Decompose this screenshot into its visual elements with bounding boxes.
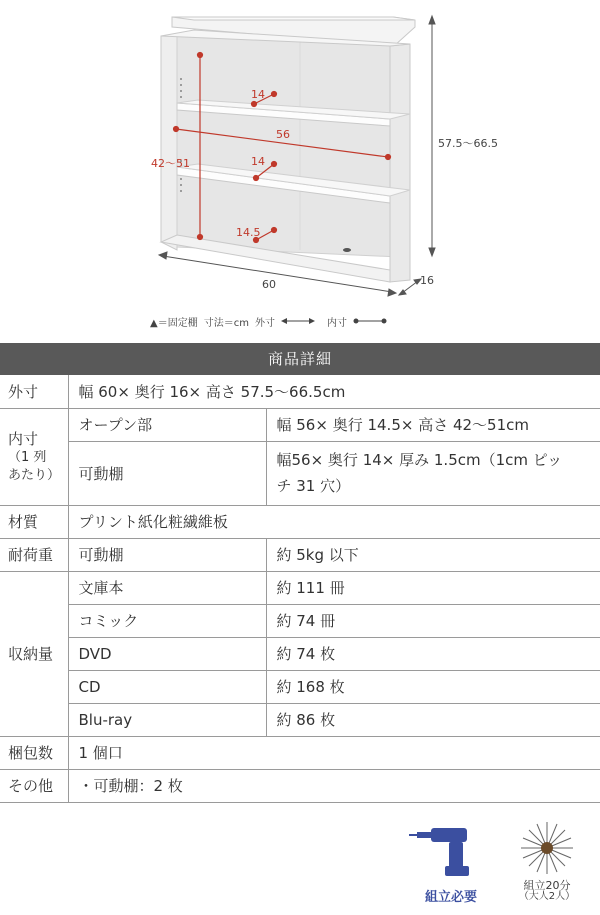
interior-dot-line-icon bbox=[353, 317, 387, 325]
storage-item-value: 約 74 冊 bbox=[266, 604, 600, 637]
shelf-depth-bottom-label: 14.5 bbox=[236, 226, 261, 239]
fixed-shelf-note: ▲＝固定棚 bbox=[150, 317, 198, 329]
spec-table bbox=[0, 375, 600, 803]
open-section-label: オープン部 bbox=[68, 408, 266, 441]
table-row bbox=[0, 441, 600, 505]
height-range-label: 57.5〜66.5 bbox=[438, 137, 498, 150]
table-row bbox=[0, 408, 600, 441]
interior-note-1: （1 列 bbox=[8, 450, 47, 465]
inner-width-label: 56 bbox=[276, 128, 290, 141]
movable-shelf-value-cell bbox=[266, 441, 600, 505]
assembly-required-text: 組立必要 bbox=[424, 890, 477, 905]
depth-label: 16 bbox=[420, 274, 434, 287]
exterior-arrow-icon bbox=[281, 317, 315, 325]
storage-item-name: DVD bbox=[68, 637, 266, 670]
material-label: 材質 bbox=[0, 505, 68, 538]
unit-note: 寸法＝cm bbox=[203, 317, 249, 329]
table-row bbox=[0, 637, 600, 670]
bookshelf-illustration bbox=[0, 0, 600, 300]
package-label: 梱包数 bbox=[0, 736, 68, 769]
shelf-depth-mid-label: 14 bbox=[251, 155, 265, 168]
bookshelf-dimension-diagram bbox=[0, 0, 600, 300]
storage-item-value: 約 111 冊 bbox=[266, 571, 600, 604]
other-label: その他 bbox=[0, 769, 68, 802]
spec-table-title: 商品詳細 bbox=[0, 343, 600, 375]
table-row bbox=[0, 703, 600, 736]
exterior-legend-label: 外寸 bbox=[254, 317, 275, 329]
movable-shelf-label: 可動棚 bbox=[68, 441, 266, 505]
table-row bbox=[0, 736, 600, 769]
assembly-time-burst-icon bbox=[512, 820, 582, 876]
movable-shelf-value-line1: 幅56× 奥行 14× 厚み 1.5cm（1cm ピッ bbox=[276, 451, 563, 469]
inner-height-label: 42〜51 bbox=[151, 157, 190, 170]
table-row bbox=[0, 571, 600, 604]
storage-item-value: 約 168 枚 bbox=[266, 670, 600, 703]
interior-label: 内寸 bbox=[8, 430, 39, 448]
interior-label-cell bbox=[0, 408, 68, 505]
table-row bbox=[0, 538, 600, 571]
table-row bbox=[0, 769, 600, 802]
width-label: 60 bbox=[262, 278, 276, 291]
spec-table-section bbox=[0, 343, 600, 803]
dimension-legend bbox=[150, 313, 450, 329]
material-value: プリント紙化粧繊維板 bbox=[68, 505, 600, 538]
storage-label: 収納量 bbox=[0, 571, 68, 736]
storage-item-name: Blu-ray bbox=[68, 703, 266, 736]
power-drill-icon bbox=[405, 820, 497, 882]
load-value: 約 5kg 以下 bbox=[266, 538, 600, 571]
storage-item-name: コミック bbox=[68, 604, 266, 637]
table-row bbox=[0, 604, 600, 637]
assembly-time-badge bbox=[512, 820, 582, 912]
table-row bbox=[0, 505, 600, 538]
assembly-people-text: （大人2人） bbox=[518, 891, 576, 902]
assembly-time-text: 組立20分 bbox=[523, 879, 571, 892]
table-row bbox=[0, 375, 600, 408]
table-row bbox=[0, 670, 600, 703]
storage-item-name: CD bbox=[68, 670, 266, 703]
load-label: 耐荷重 bbox=[0, 538, 68, 571]
storage-item-value: 約 86 枚 bbox=[266, 703, 600, 736]
movable-shelf-value-line2: チ 31 穴） bbox=[276, 477, 351, 495]
other-value: ・可動棚：2 枚 bbox=[68, 769, 600, 802]
shelf-depth-top-label: 14 bbox=[251, 88, 265, 101]
interior-note-2: あたり） bbox=[8, 468, 61, 483]
interior-legend-label: 内寸 bbox=[326, 317, 347, 329]
assembly-required-badge bbox=[405, 820, 497, 910]
storage-item-name: 文庫本 bbox=[68, 571, 266, 604]
storage-item-value: 約 74 枚 bbox=[266, 637, 600, 670]
open-section-value: 幅 56× 奥行 14.5× 高さ 42〜51cm bbox=[266, 408, 600, 441]
exterior-value: 幅 60× 奥行 16× 高さ 57.5〜66.5cm bbox=[68, 375, 600, 408]
exterior-label: 外寸 bbox=[0, 375, 68, 408]
load-sub-label: 可動棚 bbox=[68, 538, 266, 571]
package-value: 1 個口 bbox=[68, 736, 600, 769]
